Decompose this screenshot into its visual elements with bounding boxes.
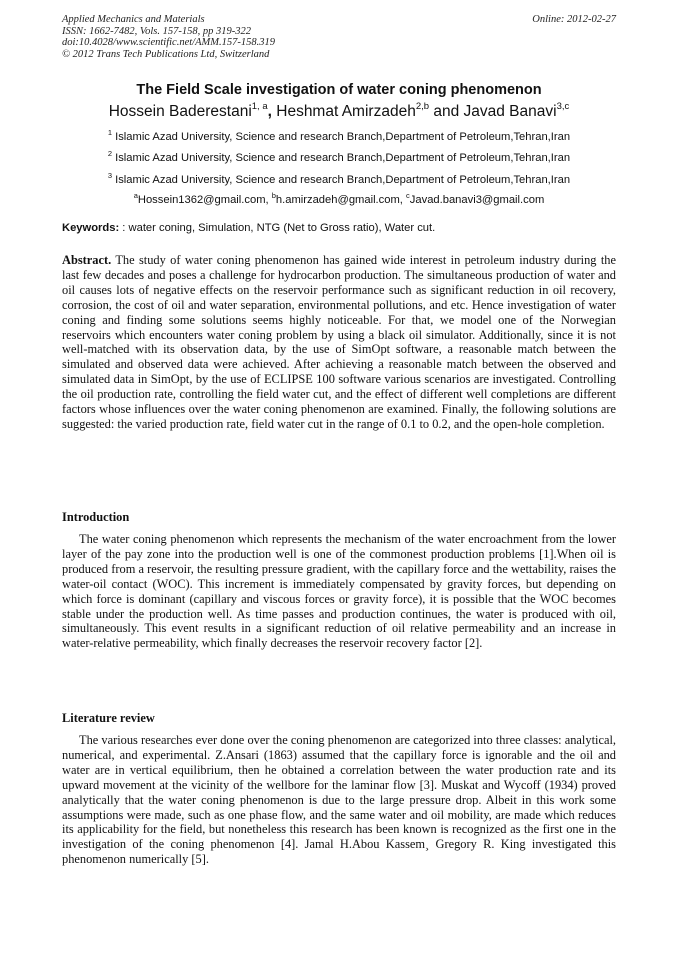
email-address[interactable]: Hossein1362@gmail.com, <box>137 194 272 206</box>
email-list <box>0 193 678 208</box>
affiliation-text: Islamic Azad University, Science and research Branch,Department of Petroleum,Tehran,Iran <box>115 152 571 164</box>
affiliation-2 <box>0 151 678 166</box>
doi-line: doi:10.4028/www.scientific.net/AMM.157-158.319 <box>62 37 275 48</box>
author-name: Hossein Baderestani <box>108 103 252 120</box>
keywords-text: : water coning, Simulation, NTG (Net to Gross ratio), Water cut. <box>119 222 436 234</box>
author-list <box>0 102 678 122</box>
affiliation-number: 2 <box>107 149 113 158</box>
journal-name: Applied Mechanics and Materials <box>62 14 205 25</box>
affiliation-3 <box>0 173 678 188</box>
literature-review-paragraph: The various researches ever done over the coning phenomenon are categorized into three classes: analytical, numerical, and experimental. Z.Ansari (1863) assumed that the capillary force is ignorable and the oil and water are in vertical equilibrium, then he obtained a correlation between the water production rate and its upward movement at the vicinity of the wellbore for the laminar flow [3]. Muskat and Wycoff (1934) proved analytically that the water coning phenomenon is due to the large pressure drop. Albeit in this work some assumptions were made, such as one phase flow, and the same water and oil mobility, are made which reduces its applicability for the field, but nonetheless this research has been known is recognized as the first one in the investigation of the coning phenomenon [4]. Jamal H.Abou Kassem¸ Gregory R. King investigated this phenomenon numerically [5]. <box>62 733 616 867</box>
email-mark: a <box>133 191 138 200</box>
issn-line: ISSN: 1662-7482, Vols. 157-158, pp 319-322 <box>62 25 251 37</box>
abstract-text: The study of water coning phenomenon has gained wide interest in petroleum industry during the last few decades and poses a challenge for hydrocarbon production. The simultaneous production of water and oil causes lots of negative effects on the reservoir performance such as significant reduction in oil recovery, corrosion, the cost of oil and water separation, environmental pollutions, and etc. Hence investigation of water coning and finding some solutions seems highly noticeable. For that, we model one of the Norwegian reservoirs which encounters water coning problem by using a black oil simulator. Additionally, since it is not well-matched with its observation data, by the use of SimOpt software, a reasonable match between the simulated and observed data were achieved. After achieving a reasonable match between the observed and simulated data in SimOpt, by the use of ECLIPSE 100 software various scenarios are investigated. Controlling the oil production rate, controlling the field water cut, and the effect of different well completions are different factors whose influences over the water coning phenomenon are examined. Finally, the following solutions are suggested: the varied production rate, field water cut in the range of 0.1 to 0.2, and the open-hole completion. <box>62 253 616 431</box>
author-name: Heshmat Amirzadeh <box>276 103 416 120</box>
email-address[interactable]: h.amirzadeh@gmail.com, <box>275 194 407 206</box>
author-name: Javad Banavi <box>463 103 557 120</box>
author-separator: , <box>267 103 277 120</box>
affiliation-number: 1 <box>107 128 113 137</box>
email-mark: b <box>271 191 276 200</box>
literature-review-heading: Literature review <box>62 711 155 725</box>
keywords-label: Keywords: <box>62 222 120 234</box>
introduction-heading: Introduction <box>62 510 130 524</box>
keywords-line <box>62 221 616 236</box>
affiliation-1 <box>0 130 678 145</box>
online-date: Online: 2012-02-27 <box>532 14 616 25</box>
email-address[interactable]: Javad.banavi3@gmail.com <box>409 194 545 206</box>
author-affiliation-mark: 3,c <box>556 101 570 112</box>
affiliation-text: Islamic Azad University, Science and research Branch,Department of Petroleum,Tehran,Iran <box>115 131 571 143</box>
affiliation-text: Islamic Azad University, Science and research Branch,Department of Petroleum,Tehran,Iran <box>115 174 571 186</box>
abstract-paragraph <box>62 253 616 432</box>
affiliation-number: 3 <box>107 171 113 180</box>
paper-title: The Field Scale investigation of water coning phenomenon <box>136 82 542 98</box>
email-mark: c <box>406 191 410 200</box>
introduction-paragraph: The water coning phenomenon which represents the mechanism of the water encroachment from the lower layer of the pay zone into the production well is one of the commonest production problems [1].When oil is produced from a reservoir, the resulting pressure gradient, with the capillary force and the wettability, raises the water-oil contact (WOC). This increment is immediately compensated by gravity forces, but depending on which force is dominant (capillary and viscous forces or gravity force), it is possible that the WOC becomes stable under the production well. As time passes and production continues, the water is produced with oil, simultaneously. This event results in a significant reduction of oil relative permeability and an increase in water-relative permeability, which finally decreases the reservoir recovery factor [2]. <box>62 532 616 651</box>
abstract-label: Abstract. <box>62 253 112 267</box>
author-affiliation-mark: 2,b <box>415 101 430 112</box>
copyright-line: © 2012 Trans Tech Publications Ltd, Switzerland <box>62 48 270 60</box>
author-separator: and <box>429 103 464 120</box>
author-affiliation-mark: 1, a <box>251 101 268 112</box>
journal-header <box>62 14 275 60</box>
